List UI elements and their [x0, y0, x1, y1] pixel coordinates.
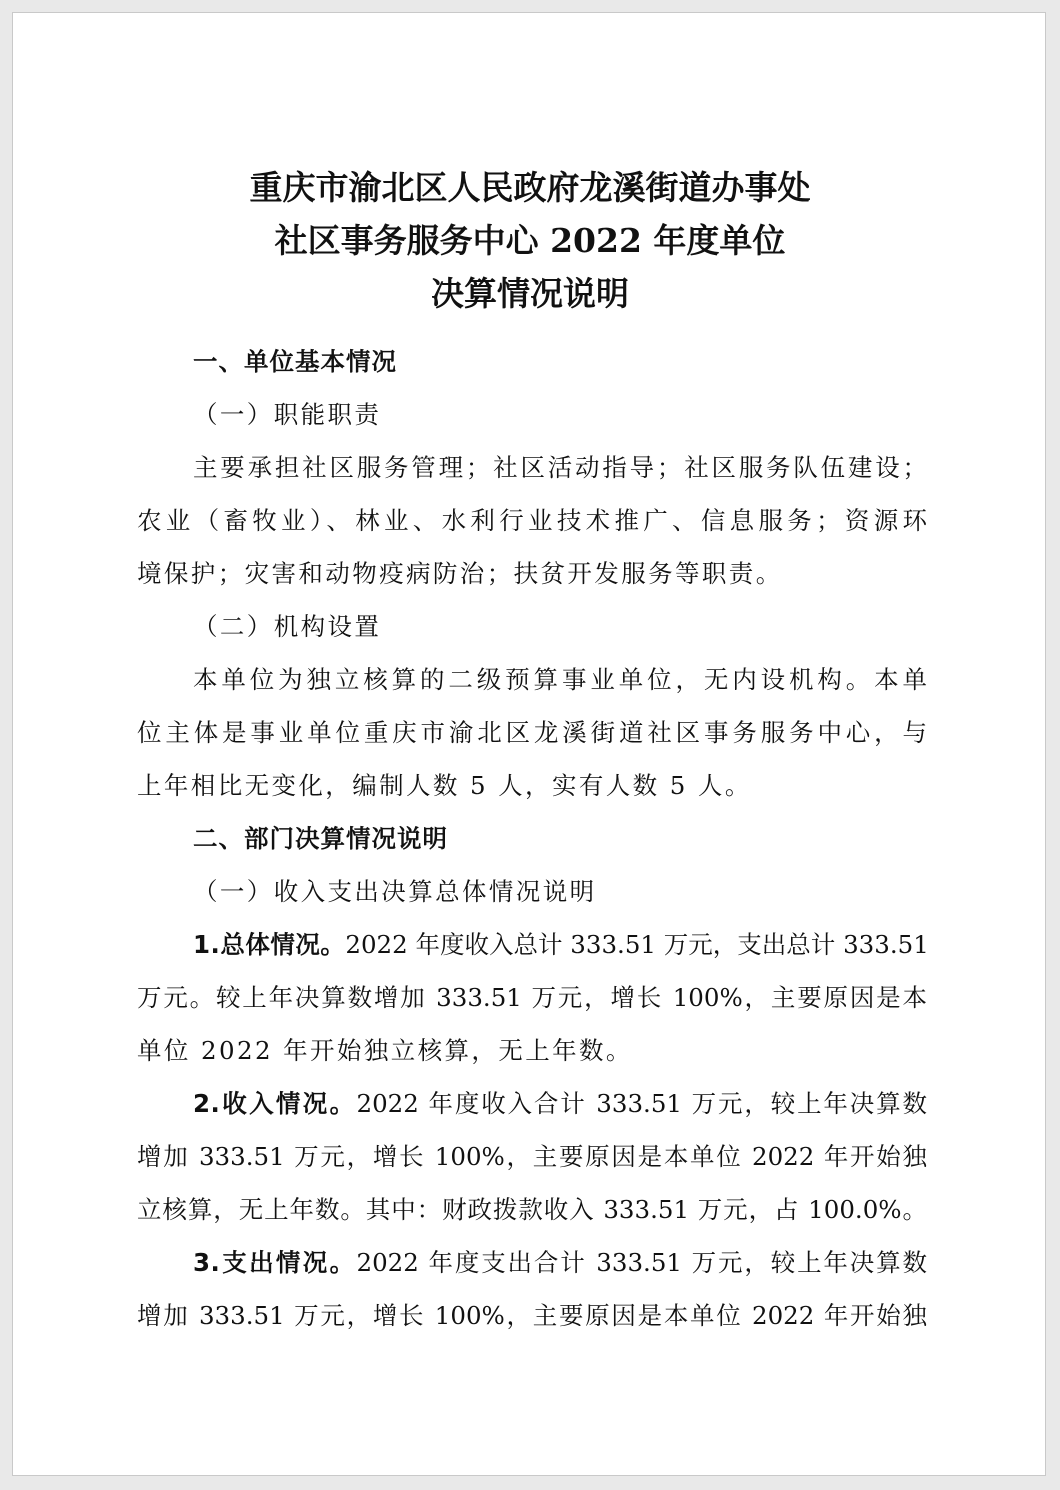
title-line-3: 决算情况说明: [431, 274, 629, 313]
document-title: [13, 161, 1047, 320]
paragraph-line: 位主体是事业单位重庆市渝北区龙溪街道社区事务服务中心，与: [137, 718, 927, 747]
document-body: [137, 335, 927, 1342]
paragraph-line: 万元。较上年决算数增加 333.51 万元，增长 100%，主要原因是本: [137, 983, 927, 1012]
subsection-heading-structure: （二）机构设置: [193, 612, 382, 641]
section-heading-1: 一、单位基本情况: [193, 347, 397, 376]
title-line-1: 重庆市渝北区人民政府龙溪街道办事处: [249, 168, 811, 207]
paragraph-text: 2022 年度收入合计 333.51 万元，较上年决算数: [356, 1089, 927, 1118]
paragraph-text: 2022 年度收入总计 333.51 万元，支出总计 333.51: [345, 930, 929, 959]
paragraph-line: 单位 2022 年开始独立核算，无上年数。: [137, 1036, 633, 1065]
paragraph-line: 上年相比无变化，编制人数 5 人，实有人数 5 人。: [137, 771, 752, 800]
section-heading-2: 二、部门决算情况说明: [193, 824, 448, 853]
paragraph-first-line: [137, 1236, 927, 1289]
paragraph-first-line: [137, 1077, 927, 1130]
paragraph-lead: 2.收入情况。: [193, 1089, 357, 1118]
paragraph-line: 境保护；灾害和动物疫病防治；扶贫开发服务等职责。: [137, 559, 783, 588]
paragraph-line: 增加 333.51 万元，增长 100%，主要原因是本单位 2022 年开始独: [137, 1301, 927, 1330]
subsection-heading-duties: （一）职能职责: [193, 400, 382, 429]
paragraph-line: 增加 333.51 万元，增长 100%，主要原因是本单位 2022 年开始独: [137, 1142, 927, 1171]
paragraph-line: 农业（畜牧业）、林业、水利行业技术推广、信息服务；资源环: [137, 506, 927, 535]
subsection-heading-overview: （一）收入支出决算总体情况说明: [193, 877, 597, 906]
paragraph-lead: 1.总体情况。: [193, 930, 346, 959]
paragraph-lead: 3.支出情况。: [193, 1248, 357, 1277]
title-line-2: 社区事务服务中心 2022 年度单位: [274, 221, 786, 260]
paragraph-line: 立核算，无上年数。其中：财政拨款收入 333.51 万元，占 100.0%。: [137, 1195, 927, 1224]
paragraph-line: 本单位为独立核算的二级预算事业单位，无内设机构。本单: [193, 665, 927, 694]
paragraph-first-line: [137, 918, 927, 971]
paragraph-text: 2022 年度支出合计 333.51 万元，较上年决算数: [356, 1248, 927, 1277]
document-page: [12, 12, 1046, 1476]
paragraph-line: 主要承担社区服务管理；社区活动指导；社区服务队伍建设；: [193, 453, 927, 482]
